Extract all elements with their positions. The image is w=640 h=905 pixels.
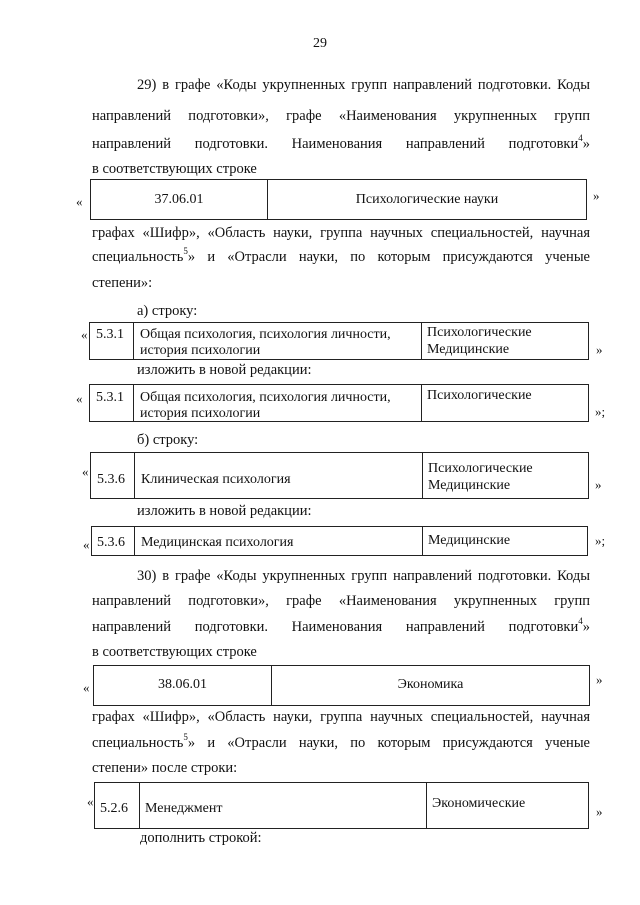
edit-instruction-2: изложить в новой редакции: <box>137 503 312 519</box>
item29-line2: направлений подготовки», графе «Наименования укрупненных групп <box>92 108 590 124</box>
quote-open: « <box>83 537 90 552</box>
quote-open: « <box>82 464 89 479</box>
code-cell: 37.06.01 <box>154 192 204 207</box>
quote-close: » <box>596 342 603 357</box>
table-row-psych-sciences <box>90 179 587 220</box>
code-cell: 5.3.1 <box>96 327 124 342</box>
table-row-531-old: 5.3.1 Общая психология, психология личности, история психологии Психологические Медицинские <box>89 322 589 360</box>
after29-line1: графах «Шифр», «Область науки, группа научных специальностей, научная <box>92 225 590 241</box>
quote-open: « <box>83 680 90 695</box>
code-cell: 5.3.6 <box>97 472 125 487</box>
sub-b-label: б) строку: <box>137 432 199 448</box>
name-cell: Психологические науки <box>355 192 499 207</box>
table-row-management: 5.2.6 Менеджмент Экономические <box>94 782 589 829</box>
item29-line3-text: направлений подготовки. Наименования направлений подготовки <box>92 136 579 152</box>
footnote-ref-4: 4 <box>578 133 583 144</box>
quote-close: »; <box>595 533 606 548</box>
quote-close: » <box>595 477 602 492</box>
item29-line3 <box>92 135 590 153</box>
quote-close: » <box>596 672 603 687</box>
page-number: 29 <box>313 36 327 51</box>
table-row-531-new: 5.3.1 Общая психология, психология личности, история психологии Психологические <box>89 384 589 422</box>
footnote-ref-5: 5 <box>183 732 188 743</box>
quote-open: « <box>81 327 88 342</box>
item30-line1: 30) в графе «Коды укрупненных групп направлений подготовки. Коды <box>137 568 590 584</box>
after29-line3: степени»: <box>92 275 153 291</box>
edit-instruction-1: изложить в новой редакции: <box>137 362 312 378</box>
after30-line3: степени» после строки: <box>92 760 238 776</box>
item30-line4: в соответствующих строке <box>92 644 257 660</box>
table-row-536-new: 5.3.6 Медицинская психология Медицинские <box>91 526 588 556</box>
name-cell: Экономика <box>397 677 464 692</box>
quote-close: »; <box>595 404 606 419</box>
after30-line1: графах «Шифр», «Область науки, группа научных специальностей, научная <box>92 709 590 725</box>
footnote-ref-4: 4 <box>578 616 583 627</box>
code-cell: 5.2.6 <box>100 801 128 816</box>
item30-line3: направлений подготовки. Наименования направлений подготовки$^4$» <box>92 616 590 635</box>
add-instruction: дополнить строкой: <box>140 830 262 846</box>
table-row-536-old: 5.3.6 Клиническая психология Психологические Медицинские <box>90 452 589 499</box>
quote-open: « <box>87 794 94 809</box>
quote-close: » <box>596 804 603 819</box>
code-cell: 5.3.1 <box>96 390 124 405</box>
item30-line2: направлений подготовки», графе «Наименования укрупненных групп <box>92 593 590 609</box>
item29-line1: 29) в графе «Коды укрупненных групп направлений подготовки. Коды <box>137 77 590 93</box>
after30-line2: специальность$^5$» и «Отрасли науки, по которым присуждаются ученые <box>92 732 590 751</box>
table-row-economics <box>93 665 590 706</box>
quote-open: « <box>76 194 83 209</box>
footnote-ref-5: 5 <box>183 246 188 257</box>
sub-a-label: а) строку: <box>137 303 198 319</box>
item29-line3-end: » <box>582 136 590 152</box>
quote-open: « <box>76 391 83 406</box>
quote-close: » <box>593 188 600 203</box>
item29-line4: в соответствующих строке <box>92 161 257 177</box>
code-cell: 38.06.01 <box>158 677 207 692</box>
after29-line2: специальность$^5$» и «Отрасли науки, по которым присуждаются ученые <box>92 246 590 265</box>
code-cell: 5.3.6 <box>97 535 125 550</box>
